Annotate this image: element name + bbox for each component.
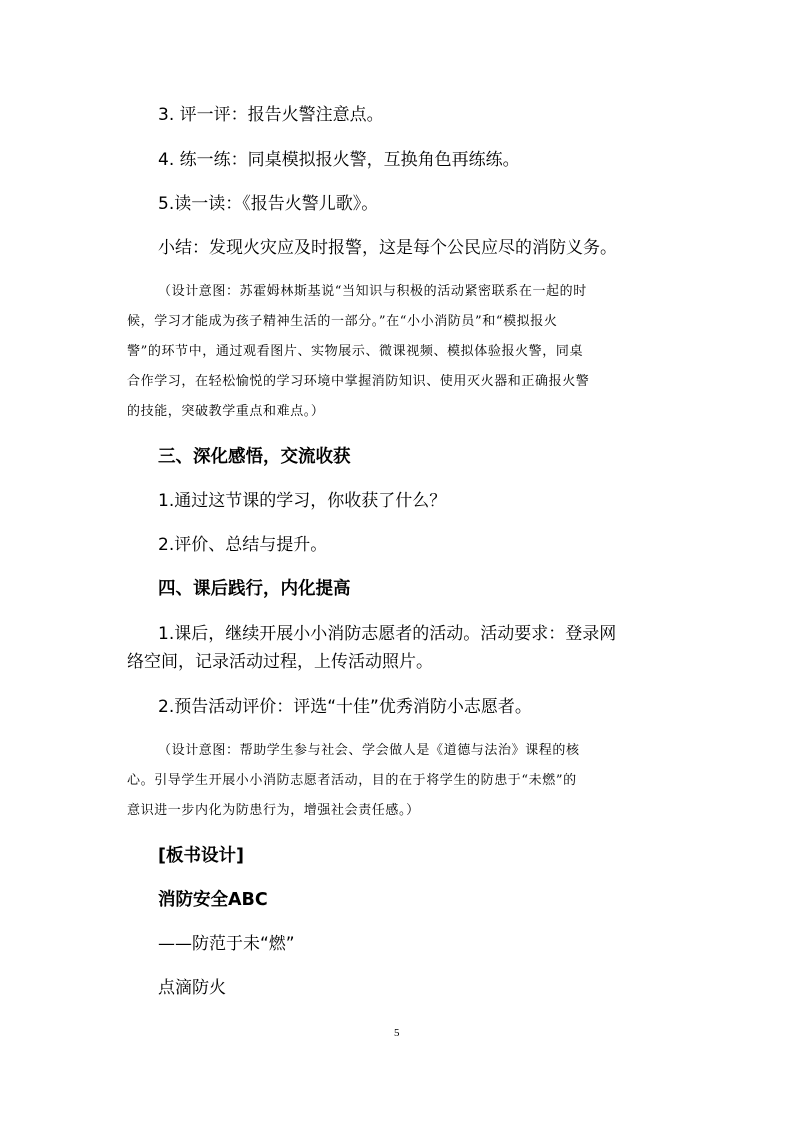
page-number: 5 — [394, 1027, 400, 1039]
section-3-question-2: 2.评价、总结与提升。 — [158, 535, 328, 555]
section-3-question-1: 1.通过这节课的学习，你收获了什么？ — [158, 491, 447, 511]
board-design-title: [板书设计] — [158, 846, 244, 866]
section-4-title: 四、课后践行，内化提高 — [158, 579, 351, 599]
design-note-1-line-1: （设计意图：苏霍姆林斯基说“当知识与积极的活动紧密联系在一起的时 — [158, 284, 587, 299]
section-4-item-2: 2.预告活动评价：评选“十佳”优秀消防小志愿者。 — [158, 697, 532, 717]
design-note-2-line-3: 意识进一步内化为防患行为，增强社会责任感。） — [127, 803, 420, 818]
design-note-2-line-2: 心。引导学生开展小小消防志愿者活动，目的在于将学生的防患于“未燃”的 — [127, 773, 577, 788]
design-note-1-line-3: 警”的环节中，通过观看图片、实物展示、微课视频、模拟体验报火警，同桌 — [127, 344, 584, 359]
section-3-title: 三、深化感悟，交流收获 — [158, 447, 351, 467]
item-read: 5.读一读：《报告火警儿歌》。 — [158, 194, 379, 214]
design-note-1-line-4: 合作学习，在轻松愉悦的学习环境中掌握消防知识、使用灭火器和正确报火警 — [127, 374, 590, 389]
section-4-item-1-line-2: 络空间，记录活动过程，上传活动照片。 — [127, 652, 433, 672]
design-note-2-line-1: （设计意图：帮助学生参与社会、学会做人是《道德与法治》课程的核 — [158, 743, 580, 758]
item-practice: 4. 练一练：同桌模拟报火警，互换角色再练练。 — [158, 150, 520, 170]
item-evaluate: 3. 评一评：报告火警注意点。 — [158, 105, 384, 125]
board-line-1: 消防安全ABC — [158, 890, 268, 910]
board-line-3: 点滴防火 — [158, 978, 226, 998]
summary-text: 小结：发现火灾应及时报警，这是每个公民应尽的消防义务。 — [158, 238, 617, 258]
design-note-1-line-5: 的技能，突破教学重点和难点。） — [127, 404, 325, 419]
design-note-1-line-2: 候，学习才能成为孩子精神生活的一部分。”在“小小消防员”和“模拟报火 — [127, 314, 558, 329]
section-4-item-1-line-1: 1.课后，继续开展小小消防志愿者的活动。活动要求：登录网 — [158, 624, 617, 644]
board-line-2: ——防范于未“燃” — [158, 934, 295, 954]
